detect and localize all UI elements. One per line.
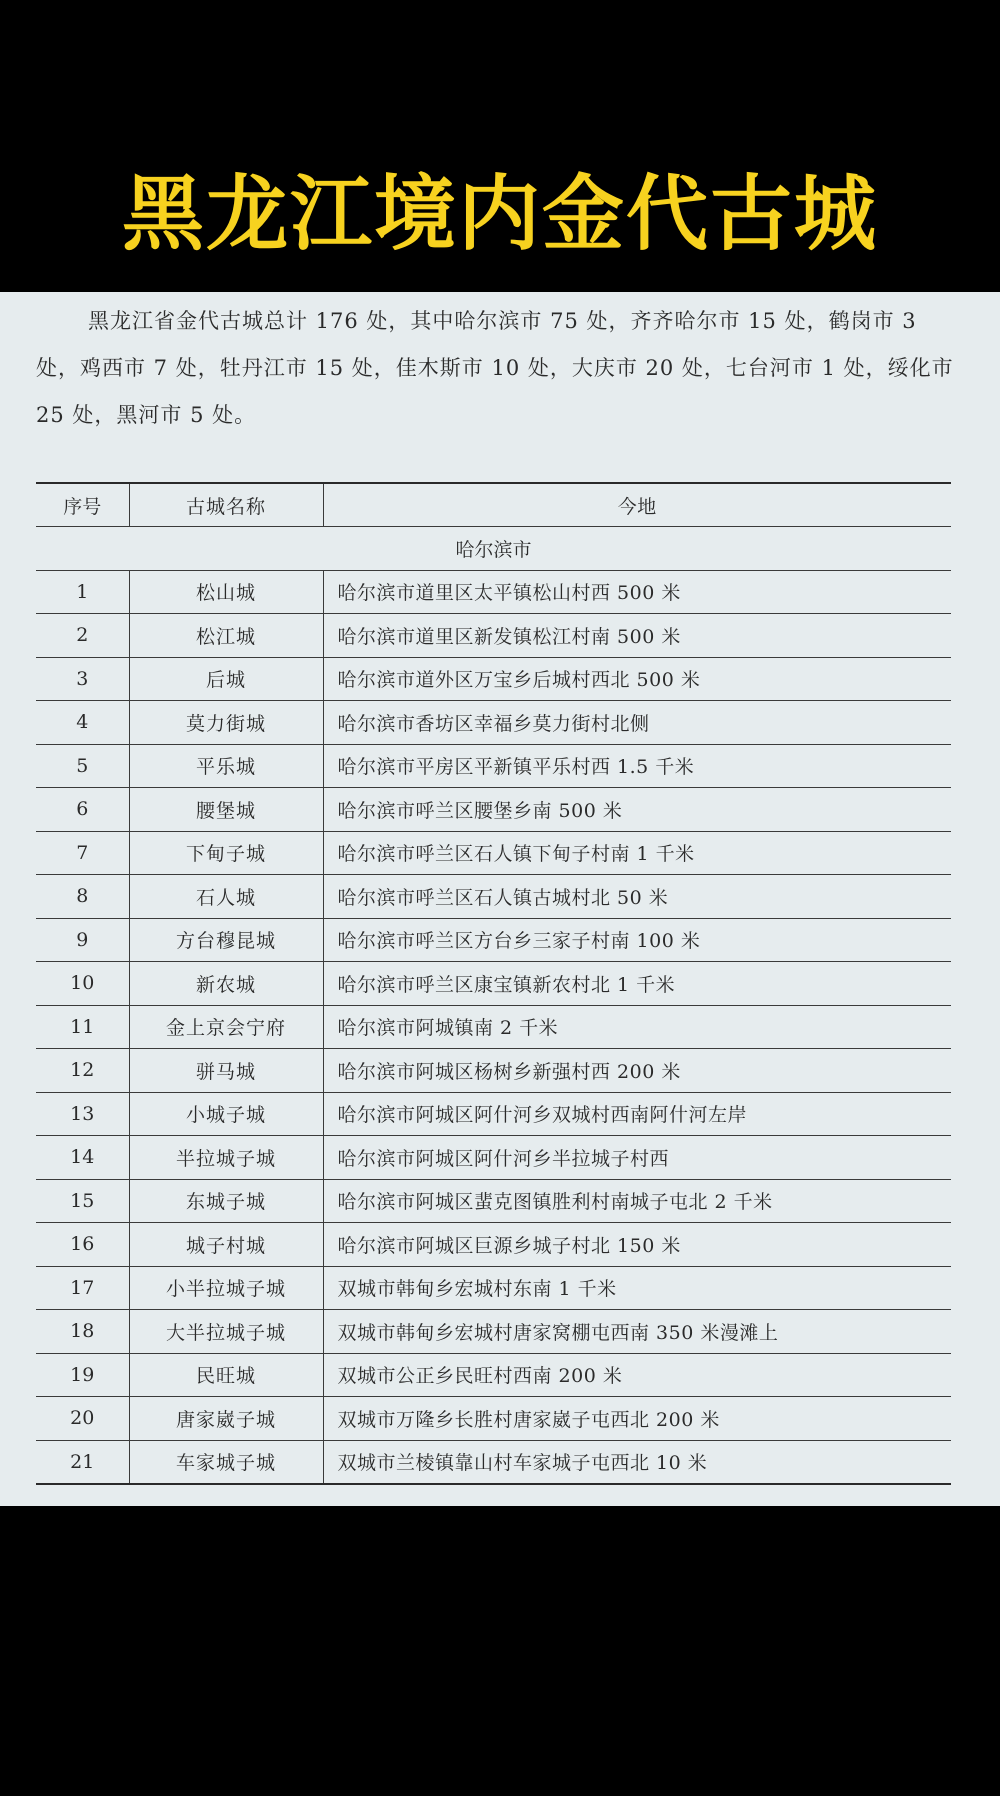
intro-paragraph: 黑龙江省金代古城总计 176 处，其中哈尔滨市 75 处，齐齐哈尔市 15 处，鹤岗市 3 处，鸡西市 7 处，牡丹江市 15 处，佳木斯市 10 处，大庆市 20 处，七台河市 1 处，绥化市 25 处，黑河市 5 处。 [36, 309, 954, 427]
row-no: 8 [36, 875, 129, 919]
row-no: 17 [36, 1266, 129, 1310]
row-no: 21 [36, 1440, 129, 1484]
row-name: 平乐城 [129, 744, 323, 788]
row-location: 哈尔滨市阿城区阿什河乡半拉城子村西 [323, 1136, 951, 1180]
row-name: 莫力街城 [129, 701, 323, 745]
table-row [36, 701, 951, 745]
table-row [36, 1136, 951, 1180]
table-row [36, 962, 951, 1006]
section-label: 哈尔滨市 [36, 527, 951, 571]
header-no: 序号 [36, 483, 129, 527]
table-row [36, 1092, 951, 1136]
row-no: 4 [36, 701, 129, 745]
table-row [36, 1310, 951, 1354]
row-no: 2 [36, 614, 129, 658]
table-row [36, 744, 951, 788]
table-row [36, 875, 951, 919]
row-name: 小半拉城子城 [129, 1266, 323, 1310]
row-location: 双城市兰棱镇靠山村车家城子屯西北 10 米 [323, 1440, 951, 1484]
row-no: 3 [36, 657, 129, 701]
row-location: 哈尔滨市阿城镇南 2 千米 [323, 1005, 951, 1049]
row-name: 松江城 [129, 614, 323, 658]
row-location: 哈尔滨市道里区太平镇松山村西 500 米 [323, 570, 951, 614]
header-name: 古城名称 [129, 483, 323, 527]
row-no: 13 [36, 1092, 129, 1136]
row-no: 7 [36, 831, 129, 875]
table-row [36, 788, 951, 832]
document-page [0, 292, 1000, 1506]
row-location: 双城市韩甸乡宏城村唐家窝棚屯西南 350 米漫滩上 [323, 1310, 951, 1354]
row-no: 5 [36, 744, 129, 788]
row-no: 14 [36, 1136, 129, 1180]
row-name: 骈马城 [129, 1049, 323, 1093]
page-title: 黑龙江境内金代古城 [121, 167, 878, 262]
table-row [36, 918, 951, 962]
row-no: 20 [36, 1397, 129, 1441]
row-no: 12 [36, 1049, 129, 1093]
table-row [36, 570, 951, 614]
section-row [36, 527, 951, 571]
row-location: 双城市公正乡民旺村西南 200 米 [323, 1353, 951, 1397]
row-location: 哈尔滨市道外区万宝乡后城村西北 500 米 [323, 657, 951, 701]
table-row [36, 1223, 951, 1267]
row-location: 哈尔滨市呼兰区康宝镇新农村北 1 千米 [323, 962, 951, 1006]
table-header-row [36, 483, 951, 527]
row-no: 18 [36, 1310, 129, 1354]
table-row [36, 1397, 951, 1441]
row-location: 哈尔滨市道里区新发镇松江村南 500 米 [323, 614, 951, 658]
row-location: 哈尔滨市呼兰区方台乡三家子村南 100 米 [323, 918, 951, 962]
row-name: 车家城子城 [129, 1440, 323, 1484]
row-name: 松山城 [129, 570, 323, 614]
row-name: 金上京会宁府 [129, 1005, 323, 1049]
row-name: 民旺城 [129, 1353, 323, 1397]
table-row [36, 831, 951, 875]
row-no: 15 [36, 1179, 129, 1223]
row-name: 方台穆昆城 [129, 918, 323, 962]
row-name: 大半拉城子城 [129, 1310, 323, 1354]
row-name: 唐家崴子城 [129, 1397, 323, 1441]
row-no: 16 [36, 1223, 129, 1267]
row-no: 19 [36, 1353, 129, 1397]
row-location: 哈尔滨市平房区平新镇平乐村西 1.5 千米 [323, 744, 951, 788]
row-no: 9 [36, 918, 129, 962]
table-row [36, 1179, 951, 1223]
row-location: 哈尔滨市阿城区蜚克图镇胜利村南城子屯北 2 千米 [323, 1179, 951, 1223]
row-name: 腰堡城 [129, 788, 323, 832]
ancient-city-table [36, 482, 951, 1485]
row-name: 城子村城 [129, 1223, 323, 1267]
table-row [36, 614, 951, 658]
table-row [36, 1005, 951, 1049]
row-location: 双城市万隆乡长胜村唐家崴子屯西北 200 米 [323, 1397, 951, 1441]
row-location: 双城市韩甸乡宏城村东南 1 千米 [323, 1266, 951, 1310]
row-location: 哈尔滨市呼兰区腰堡乡南 500 米 [323, 788, 951, 832]
row-location: 哈尔滨市呼兰区石人镇古城村北 50 米 [323, 875, 951, 919]
row-name: 石人城 [129, 875, 323, 919]
row-name: 半拉城子城 [129, 1136, 323, 1180]
row-location: 哈尔滨市呼兰区石人镇下甸子村南 1 千米 [323, 831, 951, 875]
table-row [36, 1266, 951, 1310]
table-row [36, 1353, 951, 1397]
row-location: 哈尔滨市阿城区阿什河乡双城村西南阿什河左岸 [323, 1092, 951, 1136]
table-row [36, 1049, 951, 1093]
row-no: 6 [36, 788, 129, 832]
row-no: 1 [36, 570, 129, 614]
row-name: 下甸子城 [129, 831, 323, 875]
row-no: 10 [36, 962, 129, 1006]
row-name: 小城子城 [129, 1092, 323, 1136]
table-row [36, 1440, 951, 1484]
row-no: 11 [36, 1005, 129, 1049]
header-location: 今地 [323, 483, 951, 527]
row-name: 东城子城 [129, 1179, 323, 1223]
row-location: 哈尔滨市香坊区幸福乡莫力街村北侧 [323, 701, 951, 745]
row-name: 后城 [129, 657, 323, 701]
row-name: 新农城 [129, 962, 323, 1006]
row-location: 哈尔滨市阿城区巨源乡城子村北 150 米 [323, 1223, 951, 1267]
row-location: 哈尔滨市阿城区杨树乡新强村西 200 米 [323, 1049, 951, 1093]
table-row [36, 657, 951, 701]
